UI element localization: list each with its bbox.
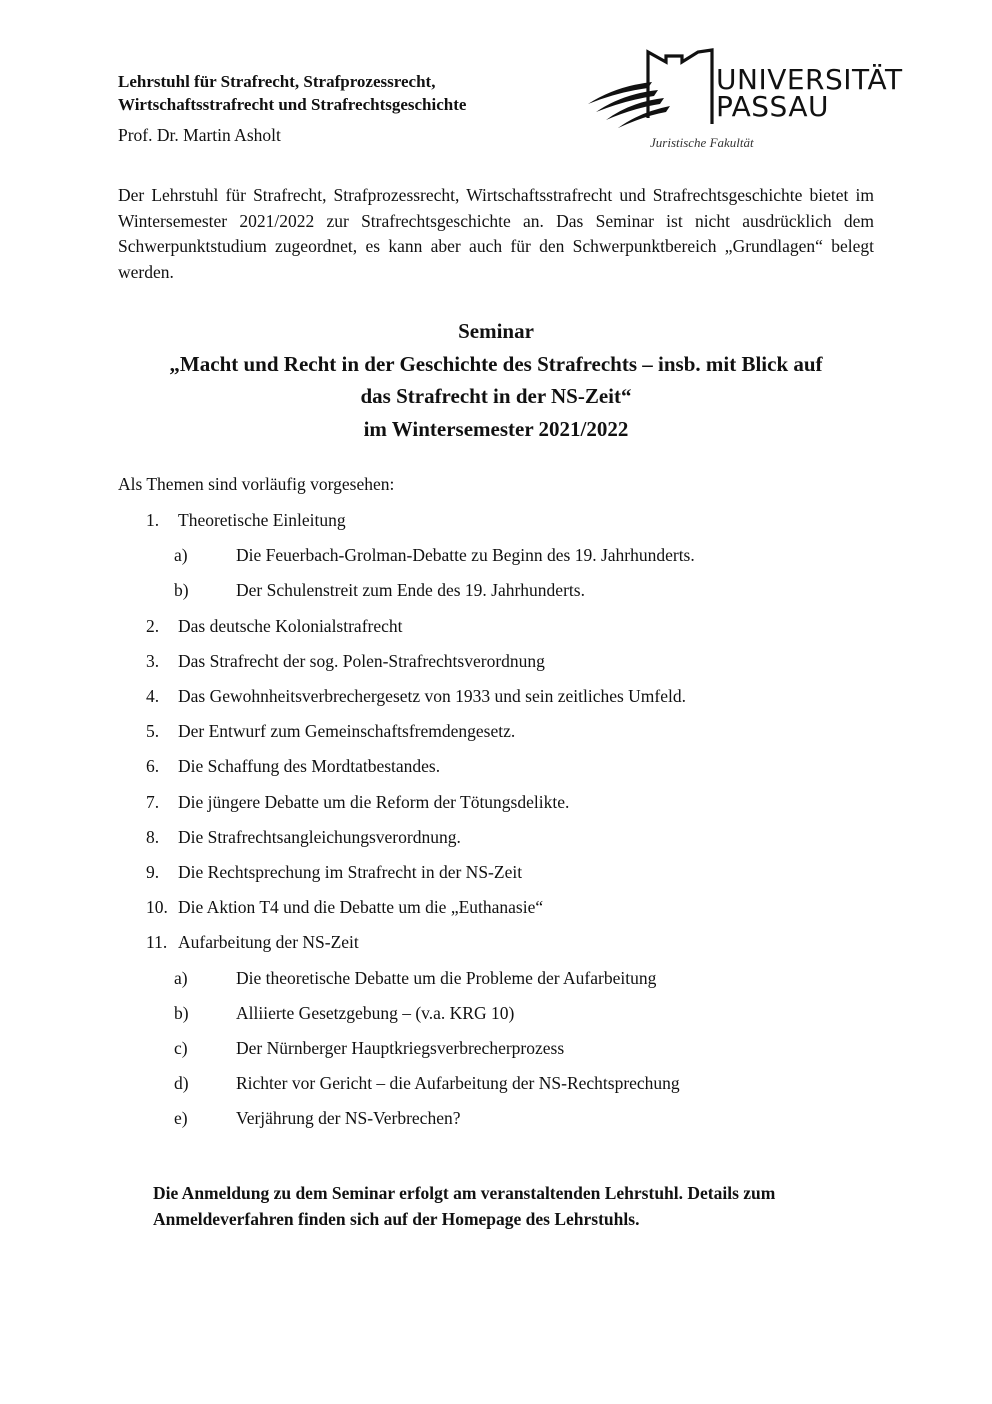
professor-name: Prof. Dr. Martin Asholt (118, 125, 281, 145)
chair-line-2: Wirtschaftsstrafrecht und Strafrechtsgeschichte (118, 95, 467, 114)
topic-number: 9. (146, 862, 160, 882)
topic-item (146, 649, 545, 673)
subtopic-text: Der Nürnberger Hauptkriegsverbrecherprozess (236, 1038, 565, 1058)
subtopic-text: Alliierte Gesetzgebung – (v.a. KRG 10) (236, 1002, 515, 1023)
intro-paragraph: Der Lehrstuhl für Strafrecht, Strafprozessrecht, Wirtschaftsstrafrecht und Strafrechtsgeschichte bietet im Wintersemester 2021/2022 zur Strafrechtsgeschichte an. Das Seminar ist nicht ausdrücklich dem Schwerpunktstudium zugeordnet, es kann aber auch für den Schwerpunktbereich „Grundlagen“ belegt werden. (118, 185, 874, 282)
topic-text: Der Entwurf zum Gemeinschaftsfremdengesetz. (178, 721, 516, 742)
subtopic-item (174, 1036, 564, 1060)
topic-number: 11. (146, 932, 168, 953)
seminar-line-2: „Macht und Recht in der Geschichte des Strafrechts – insb. mit Blick auf (169, 351, 823, 376)
logo-line-1: UNIVERSITÄT (716, 63, 903, 96)
logo-line-2: PASSAU (716, 90, 829, 123)
topic-number: 7. (146, 791, 160, 812)
topic-text: Die Strafrechtsangleichungsverordnung. (178, 826, 461, 847)
subtopic-item (174, 578, 585, 602)
topic-item (146, 895, 543, 919)
subtopic-letter: b) (174, 1002, 189, 1023)
subtopic-text: Richter vor Gericht – die Aufarbeitung der NS-Rechtsprechung (236, 1073, 680, 1094)
seminar-title-block (118, 315, 874, 445)
topic-item (146, 754, 440, 778)
university-logo (586, 46, 926, 154)
topic-number: 1. (146, 510, 160, 530)
topic-item (146, 930, 359, 954)
subtopic-item (174, 966, 656, 990)
topic-item (146, 860, 522, 884)
themes-intro: Als Themen sind vorläufig vorgesehen: (118, 474, 395, 494)
topic-text: Das Strafrecht der sog. Polen-Strafrechtsverordnung (178, 650, 545, 671)
registration-note: Die Anmeldung zu dem Seminar erfolgt am veranstaltenden Lehrstuhl. Details zum Anmeldeverfahren finden sich auf der Homepage des Lehrstuhls. (153, 1183, 776, 1229)
topic-number: 3. (146, 650, 160, 671)
topic-text: Aufarbeitung der NS-Zeit (178, 932, 359, 953)
subtopic-letter: b) (174, 580, 189, 601)
topic-text: Theoretische Einleitung (178, 510, 346, 530)
topic-item (146, 508, 346, 532)
topic-text: Die jüngere Debatte um die Reform der Tötungsdelikte. (178, 791, 570, 812)
topic-text: Die Aktion T4 und die Debatte um die „Euthanasie“ (178, 897, 544, 918)
chair-heading (118, 70, 588, 116)
topic-number: 10. (146, 897, 168, 918)
topic-number: 2. (146, 615, 160, 636)
subtopic-item (174, 1106, 460, 1130)
topic-item (146, 790, 569, 814)
subtopic-item (174, 1071, 680, 1095)
subtopic-text: Die Feuerbach-Grolman-Debatte zu Beginn des 19. Jahrhunderts. (236, 545, 695, 566)
topic-text: Die Schaffung des Mordtatbestandes. (178, 756, 441, 777)
subtopic-letter: a) (174, 545, 188, 566)
subtopic-letter: e) (174, 1108, 188, 1129)
subtopic-letter: a) (174, 967, 188, 988)
subtopic-text: Die theoretische Debatte um die Probleme der Aufarbeitung (236, 967, 657, 988)
topic-number: 5. (146, 721, 160, 742)
topic-number: 4. (146, 686, 160, 706)
chair-line-1: Lehrstuhl für Strafrecht, Strafprozessrecht, (118, 72, 436, 91)
subtopic-item (174, 543, 695, 567)
logo-faculty: Juristische Fakultät (650, 135, 754, 150)
seminar-line-4: im Wintersemester 2021/2022 (363, 416, 629, 441)
topic-item (146, 825, 461, 849)
topic-text: Das Gewohnheitsverbrechergesetz von 1933 und sein zeitliches Umfeld. (178, 686, 686, 706)
subtopic-text: Der Schulenstreit zum Ende des 19. Jahrhunderts. (236, 580, 585, 601)
topic-item (146, 614, 403, 638)
topic-text: Die Rechtsprechung im Strafrecht in der NS-Zeit (178, 862, 523, 882)
topic-item (146, 719, 515, 743)
subtopic-item (174, 1001, 514, 1025)
subtopic-letter: d) (174, 1073, 189, 1094)
topic-item (146, 684, 686, 708)
passau-logo-mark-icon (586, 46, 716, 136)
seminar-line-1: Seminar (458, 319, 534, 343)
topic-number: 6. (146, 756, 160, 777)
logo-wordmark (716, 63, 903, 123)
topic-number: 8. (146, 826, 160, 847)
topic-text: Das deutsche Kolonialstrafrecht (178, 615, 403, 636)
subtopic-letter: c) (174, 1038, 188, 1058)
seminar-line-3: das Strafrecht in der NS-Zeit“ (360, 384, 632, 408)
subtopic-text: Verjährung der NS-Verbrechen? (236, 1108, 461, 1129)
